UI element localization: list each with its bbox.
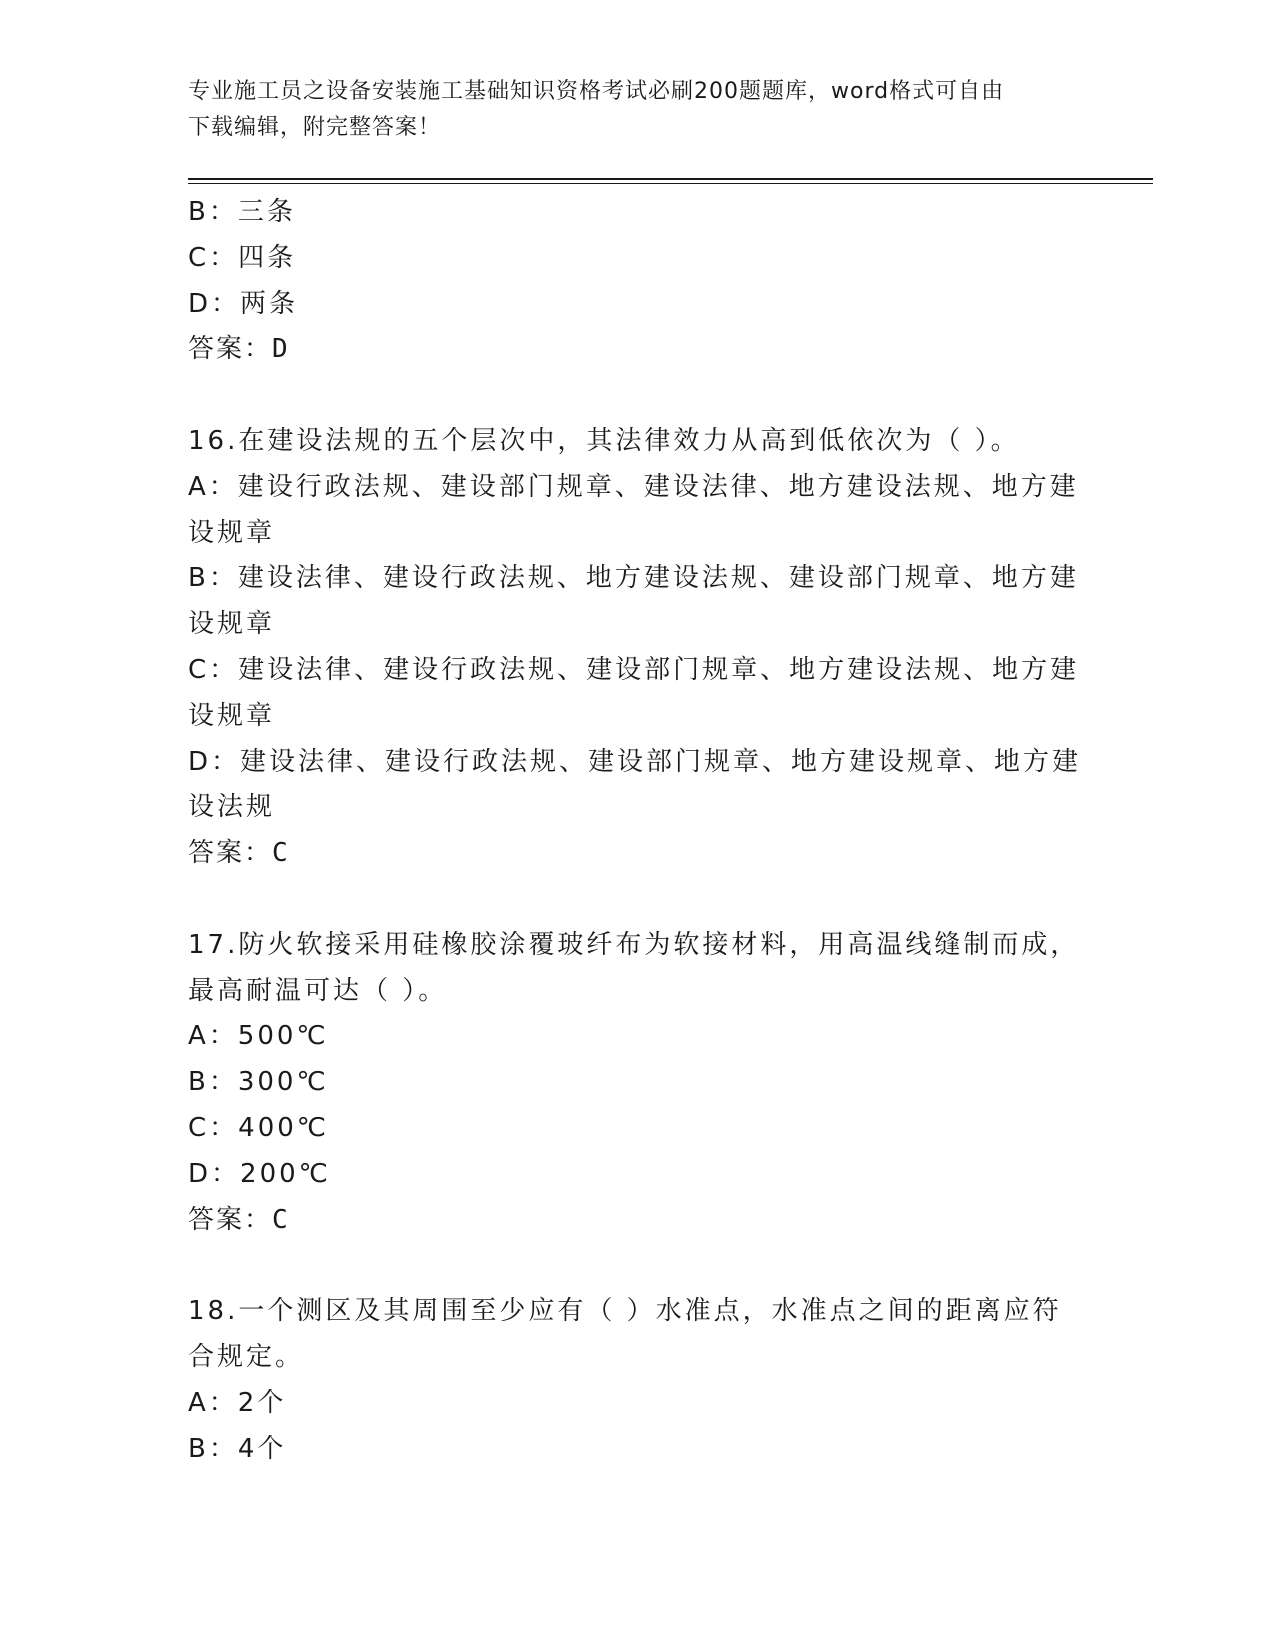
q16-option-a-line1: A：建设行政法规、建设部门规章、建设法律、地方建设法规、地方建 — [188, 471, 1079, 502]
document-body — [188, 190, 1082, 1472]
q17-stem-line1: 17.防火软接采用硅橡胶涂覆玻纤布为软接材料，用高温线缝制而成， — [188, 929, 1080, 960]
q15-option-d: D：两条 — [188, 288, 299, 319]
q16-option-b-line2: 设规章 — [188, 609, 276, 640]
header-line-1: 专业施工员之设备安装施工基础知识资格考试必刷200题题库，word格式可自由 — [188, 79, 1005, 104]
q17-option-d: D：200℃ — [188, 1158, 331, 1189]
q17-option-b: B：300℃ — [188, 1067, 329, 1098]
q18-option-a: A：2个 — [188, 1387, 287, 1418]
q17-stem-line2: 最高耐温可达（ ）。 — [188, 975, 448, 1006]
q18-option-b: B：4个 — [188, 1433, 287, 1464]
q16-stem: 16.在建设法规的五个层次中，其法律效力从高到低依次为（ ）。 — [188, 425, 1020, 456]
q16-option-b-line1: B：建设法律、建设行政法规、地方建设法规、建设部门规章、地方建 — [188, 563, 1079, 594]
q16-option-a-line2: 设规章 — [188, 517, 276, 548]
spacer — [188, 373, 1078, 419]
q16-option-d-line2: 设法规 — [188, 792, 276, 823]
spacer — [188, 877, 1078, 923]
q16-option-c-line1: C：建设法律、建设行政法规、建设部门规章、地方建设法规、地方建 — [188, 654, 1080, 685]
q16-option-c-line2: 设规章 — [188, 700, 276, 731]
q15-option-c: C：四条 — [188, 242, 297, 273]
q16-option-d-line1: D：建设法律、建设行政法规、建设部门规章、地方建设规章、地方建 — [188, 746, 1082, 777]
header-divider-thin — [188, 183, 1153, 184]
q15-option-b: B：三条 — [188, 197, 296, 227]
q18-stem-line2: 合规定。 — [188, 1341, 305, 1372]
q17-answer: 答案：C — [188, 1204, 290, 1235]
q18-stem-line1: 18.一个测区及其周围至少应有（ ）水准点，水准点之间的距离应符 — [188, 1296, 1062, 1327]
q16-answer: 答案：C — [188, 838, 290, 869]
q15-answer: 答案：D — [188, 334, 290, 365]
header-line-2: 下载编辑，附完整答案！ — [188, 115, 442, 140]
q17-option-c: C：400℃ — [188, 1112, 329, 1143]
header-divider-thick — [188, 178, 1153, 180]
spacer — [188, 1243, 1078, 1289]
document-header — [188, 74, 1088, 146]
q17-option-a: A：500℃ — [188, 1021, 329, 1052]
